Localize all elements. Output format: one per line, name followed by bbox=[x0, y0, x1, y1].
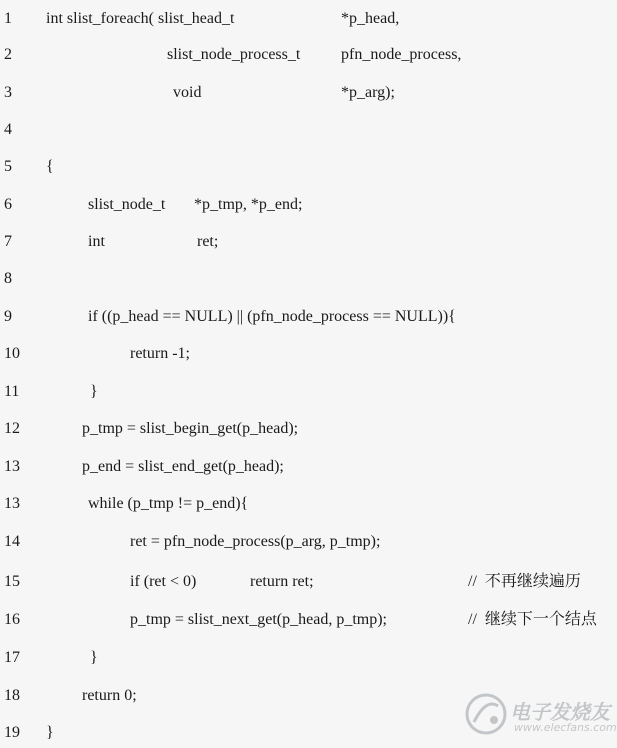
line-number: 4 bbox=[4, 121, 12, 138]
code-text: } bbox=[46, 724, 54, 741]
line-number: 2 bbox=[4, 46, 12, 63]
elecfans-logo-icon bbox=[464, 692, 508, 736]
code-text: } bbox=[90, 649, 98, 666]
code-line-17 bbox=[0, 646, 617, 670]
code-line-14 bbox=[0, 530, 617, 554]
line-number: 1 bbox=[4, 10, 12, 27]
code-line-2 bbox=[0, 43, 617, 67]
code-text: slist_node_process_t bbox=[167, 46, 301, 63]
line-number: 16 bbox=[4, 611, 20, 628]
code-text: while (p_tmp != p_end){ bbox=[88, 495, 249, 512]
code-text: if ((p_head == NULL) || (pfn_node_process == NULL)){ bbox=[88, 308, 456, 325]
code-line-1 bbox=[0, 7, 617, 31]
code-line-9 bbox=[0, 305, 617, 329]
line-number: 7 bbox=[4, 233, 12, 250]
code-text: return ret; bbox=[250, 573, 314, 590]
code-text: int bbox=[88, 233, 105, 250]
code-line-13 bbox=[0, 455, 617, 479]
line-number: 13 bbox=[4, 495, 20, 512]
line-number: 3 bbox=[4, 84, 12, 101]
code-text: return 0; bbox=[82, 687, 137, 704]
code-comment: // 继续下一个结点 bbox=[468, 611, 597, 628]
code-line-4 bbox=[0, 118, 617, 142]
code-text: if (ret < 0) bbox=[130, 573, 197, 590]
watermark-name: 电子发烧友 bbox=[510, 700, 610, 724]
code-line-15 bbox=[0, 570, 617, 594]
code-text: int slist_foreach( slist_head_t bbox=[46, 10, 235, 27]
code-text: pfn_node_process, bbox=[341, 46, 462, 63]
line-number: 14 bbox=[4, 533, 20, 550]
line-number: 19 bbox=[4, 724, 20, 741]
code-line-8 bbox=[0, 267, 617, 291]
code-line-10 bbox=[0, 342, 617, 366]
code-text: ret = pfn_node_process(p_arg, p_tmp); bbox=[130, 533, 381, 550]
line-number: 6 bbox=[4, 196, 12, 213]
line-number: 11 bbox=[4, 383, 20, 400]
line-number: 5 bbox=[4, 158, 12, 175]
code-text: slist_node_t bbox=[88, 196, 166, 213]
code-line-16 bbox=[0, 608, 617, 632]
code-text: p_end = slist_end_get(p_head); bbox=[82, 458, 284, 475]
line-number: 13 bbox=[4, 458, 20, 475]
code-text: void bbox=[173, 84, 202, 101]
code-line-12 bbox=[0, 417, 617, 441]
code-line-13b bbox=[0, 492, 617, 516]
code-line-11 bbox=[0, 380, 617, 404]
code-text: p_tmp = slist_next_get(p_head, p_tmp); bbox=[130, 611, 387, 628]
code-line-3 bbox=[0, 81, 617, 105]
code-line-5 bbox=[0, 155, 617, 179]
code-text: { bbox=[46, 158, 54, 175]
code-text: p_tmp = slist_begin_get(p_head); bbox=[82, 420, 299, 437]
line-number: 18 bbox=[4, 687, 20, 704]
code-text: return -1; bbox=[130, 345, 190, 362]
code-text: *p_tmp, *p_end; bbox=[194, 196, 303, 213]
line-number: 9 bbox=[4, 308, 12, 325]
line-number: 17 bbox=[4, 649, 20, 666]
code-text: } bbox=[90, 383, 98, 400]
code-text: *p_arg); bbox=[341, 84, 395, 101]
line-number: 15 bbox=[4, 573, 20, 590]
line-number: 12 bbox=[4, 420, 20, 437]
code-text: *p_head, bbox=[341, 10, 400, 27]
watermark-url: www.elecfans.com bbox=[514, 721, 617, 734]
code-text: ret; bbox=[197, 233, 219, 250]
code-line-7 bbox=[0, 230, 617, 254]
line-number: 10 bbox=[4, 345, 20, 362]
line-number: 8 bbox=[4, 270, 12, 287]
watermark bbox=[464, 690, 617, 740]
code-comment: // 不再继续遍历 bbox=[468, 573, 581, 590]
code-line-6 bbox=[0, 193, 617, 217]
